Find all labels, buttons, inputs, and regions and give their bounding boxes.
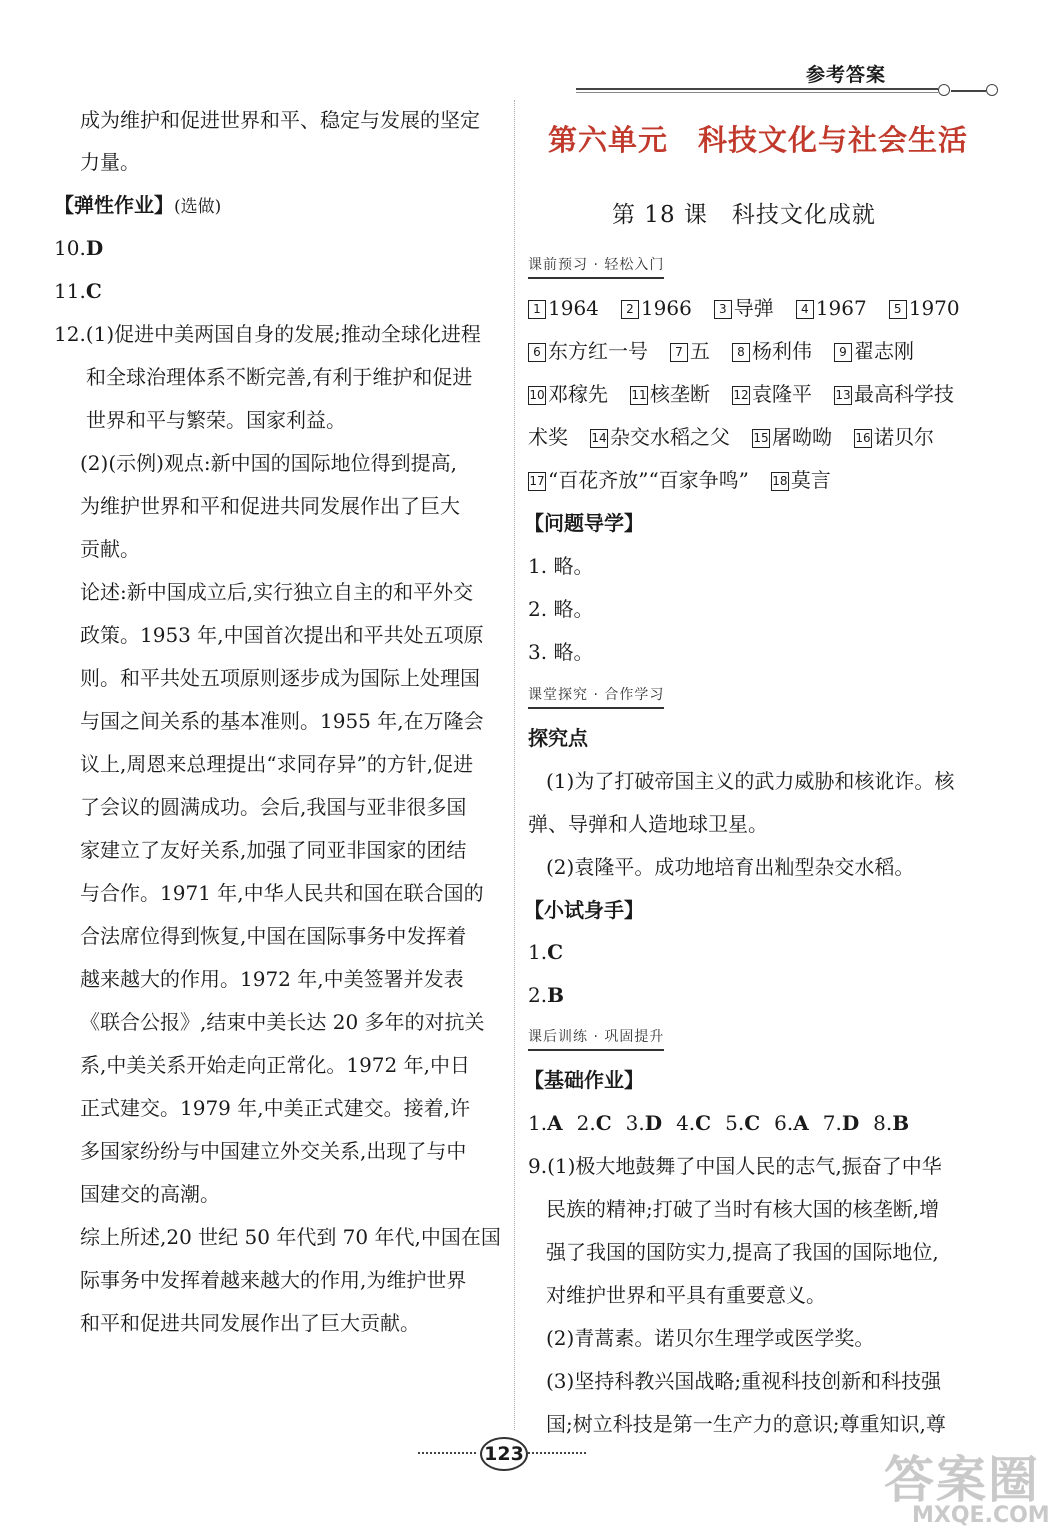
text-line: 综上所述,20 世纪 50 年代到 70 年代,中国在国 bbox=[80, 1225, 501, 1249]
answer-number-box: 6 bbox=[528, 343, 546, 362]
answer-number-box: 4 bbox=[796, 300, 814, 319]
text-line: 正式建交。1979 年,中美正式建交。接着,许 bbox=[80, 1096, 470, 1120]
text-line: 12.(1)促进中美两国自身的发展;推动全球化进程 bbox=[54, 322, 481, 346]
fill-answer-text: 1970 bbox=[908, 296, 960, 320]
section-title: 【弹性作业】 bbox=[54, 193, 174, 217]
text-line: 2. 略。 bbox=[528, 597, 594, 621]
answer-number-box: 8 bbox=[732, 343, 750, 362]
text-line: 成为维护和促进世界和平、稳定与发展的坚定 bbox=[80, 108, 480, 132]
column-divider bbox=[514, 100, 515, 1430]
fill-answer-text: 杨利伟 bbox=[752, 339, 812, 363]
text-line: 国;树立科技是第一生产力的意识;尊重知识,尊 bbox=[546, 1412, 946, 1436]
answer-number-box: 11 bbox=[630, 386, 648, 405]
text-line: 多国家纷纷与中国建立外交关系,出现了与中 bbox=[80, 1139, 467, 1163]
text-line: (3)坚持科教兴国战略;重视科技创新和科技强 bbox=[546, 1369, 942, 1393]
header-ornament-line bbox=[951, 90, 986, 92]
text-line: 对维护世界和平具有重要意义。 bbox=[546, 1283, 826, 1307]
question-number: 5. bbox=[725, 1111, 745, 1135]
text-line: 为维护世界和平和促进共同发展作出了巨大 bbox=[80, 494, 460, 518]
fill-answer bbox=[528, 339, 648, 363]
fill-answer-text: 袁隆平 bbox=[752, 382, 812, 406]
fill-answer-text: 邓稼先 bbox=[548, 382, 608, 406]
mc-answer bbox=[676, 1111, 711, 1135]
fill-answer-row bbox=[528, 382, 954, 406]
fill-answer-text: 核垄断 bbox=[650, 382, 710, 406]
header-rule bbox=[576, 88, 938, 90]
text-line: (2)青蒿素。诺贝尔生理学或医学奖。 bbox=[546, 1326, 875, 1350]
fill-answer bbox=[752, 425, 832, 449]
answer-number-box: 9 bbox=[834, 343, 852, 362]
text-line: (2)袁隆平。成功地培育出籼型杂交水稻。 bbox=[546, 855, 915, 879]
text-line: 议上,周恩来总理提出“求同存异”的方针,促进 bbox=[80, 752, 474, 776]
fill-answer bbox=[732, 382, 812, 406]
answer-number-box: 5 bbox=[889, 300, 907, 319]
mc-answer bbox=[528, 1111, 563, 1135]
text-line: 3. 略。 bbox=[528, 640, 594, 664]
fill-answer-text: 东方红一号 bbox=[548, 339, 648, 363]
section-heading-try: 【小试身手】 bbox=[524, 898, 644, 922]
answer-letter: C bbox=[744, 1111, 761, 1135]
text-line: 《联合公报》,结束中美长达 20 多年的对抗关 bbox=[80, 1010, 485, 1034]
answer-letter: D bbox=[841, 1111, 860, 1135]
section-tag-preview: 课前预习 · 轻松入门 bbox=[528, 254, 664, 279]
text-line: 论述:新中国成立后,实行独立自主的和平外交 bbox=[80, 580, 474, 604]
section-note: (选做) bbox=[174, 197, 222, 217]
header-circle-ornament bbox=[938, 84, 950, 96]
page-number-dots-left bbox=[418, 1452, 476, 1454]
page-number: 123 bbox=[480, 1437, 528, 1471]
text-line: 系,中美关系开始走向正常化。1972 年,中日 bbox=[80, 1053, 470, 1077]
watermark-url: MXQE.COM bbox=[912, 1503, 1050, 1528]
text-line: 与国之间关系的基本准则。1955 年,在万隆会 bbox=[80, 709, 484, 733]
fill-answer-row bbox=[528, 339, 914, 363]
question-number: 2. bbox=[576, 1111, 596, 1135]
text-line: 则。和平共处五项原则逐步成为国际上处理国 bbox=[80, 666, 480, 690]
text-line: 强了我国的国防实力,提高了我国的国际地位, bbox=[546, 1240, 939, 1264]
text-line: 国建交的高潮。 bbox=[80, 1182, 220, 1206]
fill-answer bbox=[621, 296, 692, 320]
answer-letter: D bbox=[85, 236, 104, 260]
section-tag-after: 课后训练 · 巩固提升 bbox=[528, 1026, 664, 1051]
answer-number-box: 10 bbox=[528, 386, 546, 405]
text-line: 政策。1953 年,中国首次提出和平共处五项原 bbox=[80, 623, 484, 647]
fill-answer bbox=[670, 339, 710, 363]
mc-answer bbox=[577, 1111, 612, 1135]
fill-answer-text: 1967 bbox=[815, 296, 867, 320]
fill-answer-text: 莫言 bbox=[790, 468, 831, 492]
text-line: 9.(1)极大地鼓舞了中国人民的志气,振奋了中华 bbox=[528, 1154, 942, 1178]
answer-letter: B bbox=[547, 983, 564, 1007]
text-line: (2)(示例)观点:新中国的国际地位得到提高, bbox=[80, 451, 458, 475]
question-number: 3. bbox=[625, 1111, 645, 1135]
fill-answer-row bbox=[528, 425, 934, 449]
section-heading-explore: 探究点 bbox=[528, 726, 588, 750]
answer-number-box: 2 bbox=[621, 300, 639, 319]
question-number: 4. bbox=[676, 1111, 696, 1135]
text-line: 和全球治理体系不断完善,有利于维护和促进 bbox=[86, 365, 473, 389]
text-line: 弹、导弹和人造地球卫星。 bbox=[528, 812, 768, 836]
text-line: 世界和平与繁荣。国家利益。 bbox=[86, 408, 346, 432]
text-line: (1)为了打破帝国主义的武力威胁和核讹诈。核 bbox=[546, 769, 955, 793]
text-line: 力量。 bbox=[80, 150, 140, 174]
answer-number-box: 17 bbox=[528, 472, 546, 491]
fill-answer bbox=[590, 425, 730, 449]
question-number: 7. bbox=[822, 1111, 842, 1135]
mc-answer bbox=[823, 1111, 859, 1135]
answer-letter: A bbox=[547, 1111, 563, 1135]
mc-answer bbox=[725, 1111, 760, 1135]
section-heading-elastic bbox=[54, 193, 221, 219]
header-circle-ornament bbox=[986, 84, 998, 96]
question-number: 11. bbox=[54, 279, 86, 303]
fill-answer-text: 杂交水稻之父 bbox=[610, 425, 730, 449]
answer-line bbox=[528, 983, 564, 1007]
answer-line bbox=[54, 236, 103, 260]
text-line: 了会议的圆满成功。会后,我国与亚非很多国 bbox=[80, 795, 467, 819]
answer-number-box: 13 bbox=[834, 386, 852, 405]
fill-answer-text: “百花齐放”“百家争鸣” bbox=[548, 468, 749, 492]
mc-answer bbox=[774, 1111, 809, 1135]
answer-number-box: 15 bbox=[752, 429, 770, 448]
page-number-dots-right bbox=[528, 1452, 586, 1454]
answer-letter: C bbox=[695, 1111, 712, 1135]
question-number: 8. bbox=[873, 1111, 893, 1135]
fill-answer bbox=[796, 296, 867, 320]
fill-answer-text: 1964 bbox=[548, 296, 599, 320]
answer-number-box: 3 bbox=[714, 300, 732, 319]
answer-letter: C bbox=[547, 940, 564, 964]
fill-answer-text: 屠呦呦 bbox=[772, 425, 832, 449]
fill-answer-text: 五 bbox=[690, 339, 710, 363]
question-number: 10. bbox=[54, 236, 86, 260]
answer-letter: C bbox=[85, 279, 102, 303]
answer-number-box: 7 bbox=[670, 343, 688, 362]
answer-line bbox=[54, 279, 102, 303]
text-line: 家建立了友好关系,加强了同亚非国家的团结 bbox=[80, 838, 467, 862]
section-heading-guide: 【问题导学】 bbox=[524, 511, 644, 535]
text-line: 1. 略。 bbox=[528, 554, 594, 578]
text-line: 际事务中发挥着越来越大的作用,为维护世界 bbox=[80, 1268, 467, 1292]
fill-answer bbox=[528, 468, 749, 492]
answer-number-box: 12 bbox=[732, 386, 750, 405]
answer-line bbox=[528, 940, 563, 964]
section-heading-basic: 【基础作业】 bbox=[524, 1068, 644, 1092]
fill-answer-text: 诺贝尔 bbox=[874, 425, 934, 449]
fill-answer-text: 翟志刚 bbox=[854, 339, 914, 363]
section-tag-explore: 课堂探究 · 合作学习 bbox=[528, 684, 664, 709]
fill-answer bbox=[889, 296, 960, 320]
text-line: 合法席位得到恢复,中国在国际事务中发挥着 bbox=[80, 924, 467, 948]
question-number: 1. bbox=[528, 940, 548, 964]
basic-answers-row bbox=[528, 1111, 909, 1135]
answer-letter: C bbox=[595, 1111, 612, 1135]
text-line: 贡献。 bbox=[80, 537, 140, 561]
fill-answer bbox=[528, 382, 608, 406]
fill-answer bbox=[834, 382, 954, 406]
question-number: 1. bbox=[528, 1111, 548, 1135]
text-line: 和平和促进共同发展作出了巨大贡献。 bbox=[80, 1311, 420, 1335]
unit-title: 第六单元 科技文化与社会生活 bbox=[548, 123, 969, 157]
answer-number-box: 18 bbox=[771, 472, 789, 491]
answer-letter: B bbox=[892, 1111, 910, 1135]
answer-letter: D bbox=[644, 1111, 663, 1135]
text-line: 民族的精神;打破了当时有核大国的核垄断,增 bbox=[546, 1197, 940, 1221]
fill-answer-text: 导弹 bbox=[733, 296, 774, 320]
fill-answer-row bbox=[528, 468, 831, 492]
text-line: 与合作。1971 年,中华人民共和国在联合国的 bbox=[80, 881, 484, 905]
question-number: 6. bbox=[774, 1111, 794, 1135]
fill-answer-text: 1966 bbox=[640, 296, 692, 320]
fill-answer bbox=[630, 382, 710, 406]
text-line: 越来越大的作用。1972 年,中美签署并发表 bbox=[80, 967, 464, 991]
mc-answer bbox=[873, 1111, 909, 1135]
fill-answer bbox=[854, 425, 934, 449]
answer-letter: A bbox=[793, 1111, 809, 1135]
fill-answer-text: 最高科学技 bbox=[854, 382, 954, 406]
answer-number-box: 16 bbox=[854, 429, 872, 448]
answer-number-box: 1 bbox=[528, 300, 546, 319]
fill-answer bbox=[528, 296, 599, 320]
header-label: 参考答案 bbox=[806, 64, 887, 86]
lesson-title: 第 18 课 科技文化成就 bbox=[612, 202, 876, 228]
fill-answer-row bbox=[528, 296, 960, 320]
fill-answer-continued: 术奖 bbox=[528, 425, 568, 449]
mc-answer bbox=[626, 1111, 662, 1135]
fill-answer bbox=[732, 339, 812, 363]
fill-answer bbox=[834, 339, 914, 363]
answer-number-box: 14 bbox=[590, 429, 608, 448]
fill-answer bbox=[714, 296, 774, 320]
watermark-logo: 答案圈 bbox=[884, 1451, 1040, 1509]
header-rule-thin bbox=[576, 92, 938, 93]
fill-answer bbox=[771, 468, 831, 492]
question-number: 2. bbox=[528, 983, 548, 1007]
